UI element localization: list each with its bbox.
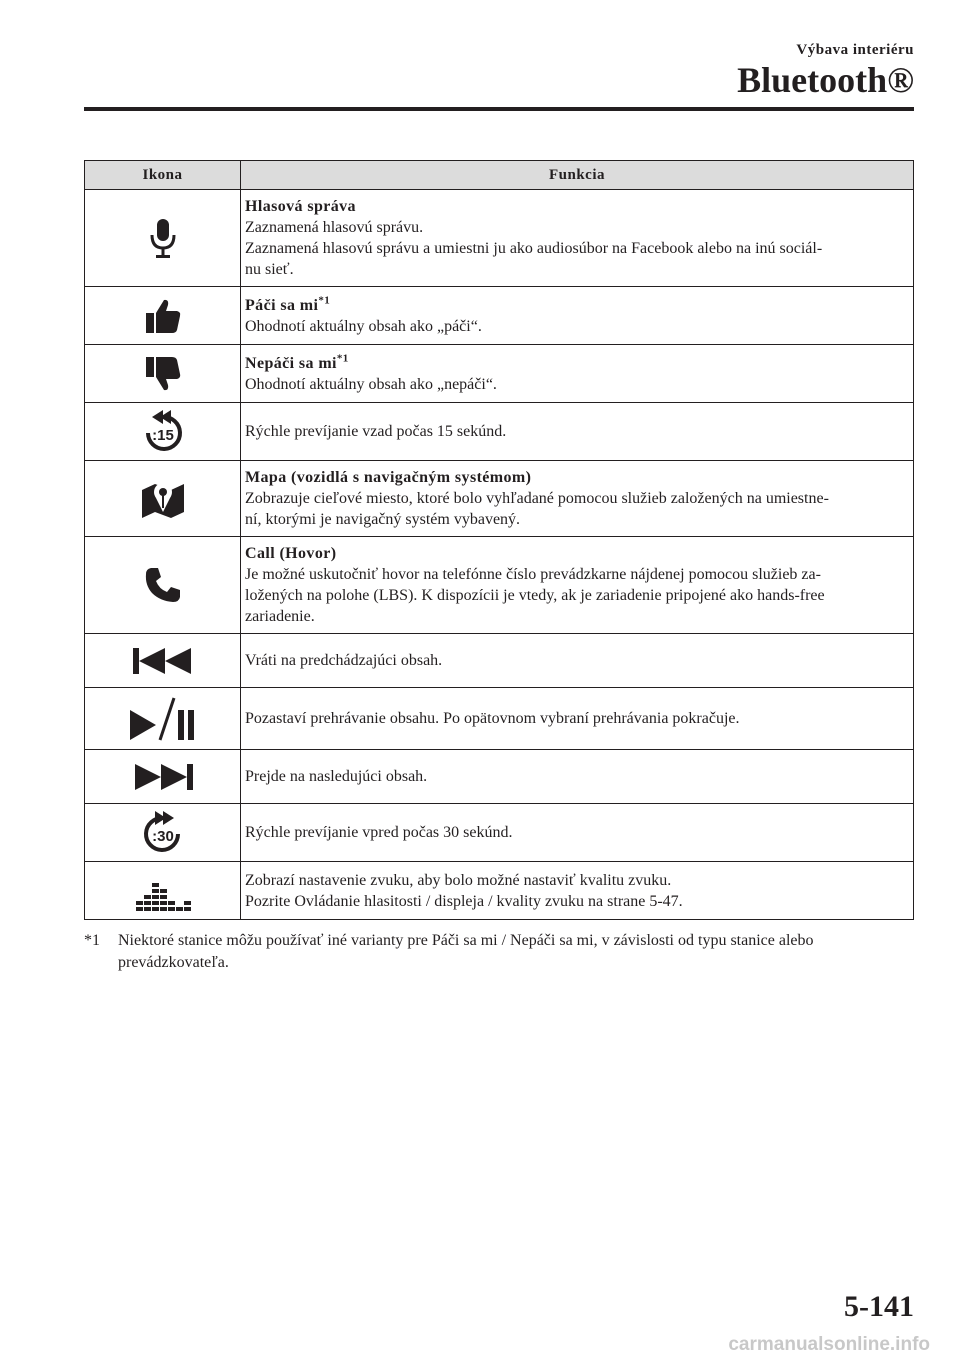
function-title: Nepáči sa $mi^{*1}$ xyxy=(245,352,349,372)
next-track-icon xyxy=(131,762,195,792)
icon-cell xyxy=(85,634,241,688)
column-header-function: Funkcia xyxy=(241,161,914,190)
section-title: Výbava interiéru xyxy=(796,42,914,58)
table-row xyxy=(85,461,914,537)
icon-cell xyxy=(85,461,241,537)
play-pause-icon xyxy=(128,696,198,742)
page-title: Bluetooth® xyxy=(737,60,914,100)
table-row xyxy=(85,537,914,634)
function-description: Zobrazuje cieľové miesto, ktoré bolo vyhľadané pomocou služieb založených na umiestne- ní, ktorými je navigačný systém vybavený. xyxy=(245,490,829,528)
footnote-reference: *1 xyxy=(336,352,349,365)
thumbs-up-icon xyxy=(142,296,184,336)
forward-30-icon xyxy=(140,810,186,856)
function-description: Prejde na nasledujúci obsah. xyxy=(245,768,428,785)
phone-icon xyxy=(144,566,182,604)
table-row xyxy=(85,804,914,862)
function-title: Mapa (vozidlá s navigačným systémom) xyxy=(245,469,532,486)
icon-cell xyxy=(85,190,241,287)
svg-text::30: :30 xyxy=(151,827,174,845)
equalizer-icon xyxy=(135,867,191,915)
table-row xyxy=(85,403,914,461)
table-row xyxy=(85,190,914,287)
table-row xyxy=(85,688,914,750)
footnote-reference: *1 xyxy=(318,294,331,307)
table-row xyxy=(85,287,914,345)
table-row xyxy=(85,634,914,688)
footnote xyxy=(84,930,914,974)
table-row xyxy=(85,345,914,403)
table-header-row xyxy=(85,161,914,190)
function-description: Ohodnotí aktuálny obsah ako „nepáči“. xyxy=(245,375,497,393)
function-description: Pozastaví prehrávanie obsahu. Po opätovnom vybraní prehrávania pokračuje. xyxy=(245,710,740,727)
watermark: carmanualsonline.info xyxy=(728,1334,930,1355)
function-title: Páči sa $mi^{*1}$ xyxy=(245,294,331,314)
function-description: Vráti na predchádzajúci obsah. xyxy=(245,652,443,669)
function-title: Hlasová správa xyxy=(245,198,356,215)
function-title: Call (Hovor) xyxy=(245,545,337,562)
function-description: Ohodnotí aktuálny obsah ako „páči“. xyxy=(245,317,482,335)
header-rule xyxy=(84,107,914,111)
thumbs-down-icon xyxy=(142,354,184,394)
column-header-icon: Ikona xyxy=(85,161,241,190)
icon-function-table xyxy=(84,160,914,920)
function-description: Rýchle prevíjanie vpred počas 30 sekúnd. xyxy=(245,824,513,841)
icon-cell xyxy=(85,804,241,862)
table-row xyxy=(85,750,914,804)
svg-text::15: :15 xyxy=(151,426,174,444)
footnote-mark: *1 xyxy=(84,932,100,949)
page-number: 5-141 xyxy=(844,1290,914,1323)
icon-cell xyxy=(85,750,241,804)
function-description: Rýchle prevíjanie vzad počas 15 sekúnd. xyxy=(245,423,507,440)
microphone-icon xyxy=(146,217,180,259)
map-pin-icon xyxy=(139,478,187,520)
icon-cell xyxy=(85,345,241,403)
rewind-15-icon xyxy=(140,409,186,455)
footnote-text: Niektoré stanice môžu používať iné varianty pre Páči sa mi / Nepáči sa mi, v závislosti od typu stanice alebo prevádzkovateľa. xyxy=(118,932,814,971)
function-description: Zaznamená hlasovú správu. Zaznamená hlasovú správu a umiestni ju ako audiosúbor na Facebook alebo na inú sociál- nu sieť. xyxy=(245,219,823,278)
icon-cell xyxy=(85,688,241,750)
function-description: Je možné uskutočniť hovor na telefónne číslo prevádzkarne nájdenej pomocou služieb za- ložených na polohe (LBS). K dispozícii je vtedy, ak je zariadenie pripojené ako hands-free zariadenie. xyxy=(245,566,825,625)
icon-cell xyxy=(85,537,241,634)
icon-cell xyxy=(85,287,241,345)
table-row xyxy=(85,862,914,920)
icon-cell xyxy=(85,862,241,920)
previous-track-icon xyxy=(131,646,195,676)
icon-cell xyxy=(85,403,241,461)
function-description: Zobrazí nastavenie zvuku, aby bolo možné nastaviť kvalitu zvuku. Pozrite Ovládanie hlasitosti / displeja / kvality zvuku na strane 5-47. xyxy=(245,871,683,910)
